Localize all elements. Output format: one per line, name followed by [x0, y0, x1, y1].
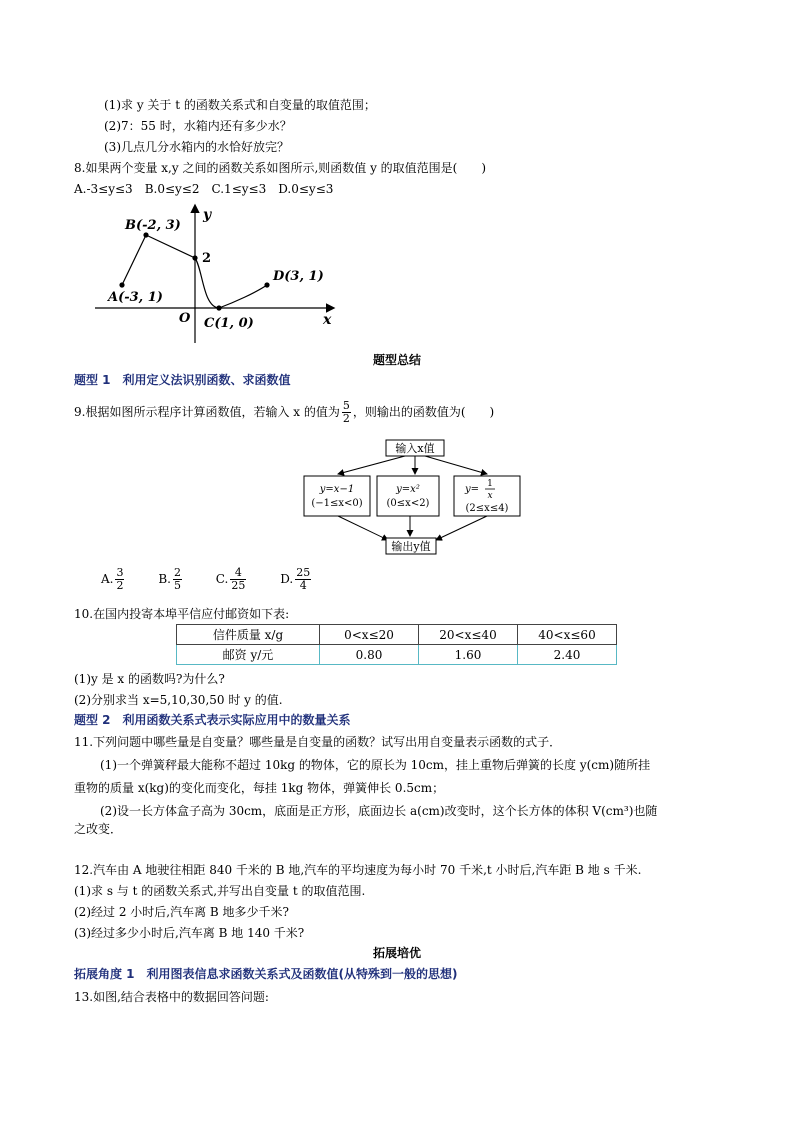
table-cell: 2.40: [518, 645, 617, 665]
table-cell: 20<x≤40: [419, 625, 518, 645]
table-cell: 40<x≤60: [518, 625, 617, 645]
extension-angle-1-title: 拓展角度 1 利用图表信息求函数关系式及函数值(从特殊到一般的思想): [74, 967, 458, 981]
flow-output-label: 输出y值: [391, 540, 431, 553]
table-cell: 1.60: [419, 645, 518, 665]
label-y-axis: y: [203, 207, 212, 223]
q7-part-1: (1)求 y 关于 t 的函数关系式和自变量的取值范围；: [104, 98, 376, 112]
svg-text:y=: y=: [464, 484, 480, 495]
label-point-C: C(1, 0): [204, 316, 254, 331]
type1-title: 题型 1 利用定义法识别函数、求函数值: [74, 373, 291, 387]
q12-part-3: (3)经过多少小时后,汽车离 B 地 140 千米?: [74, 926, 305, 940]
flow-input-label: 输入x值: [395, 442, 435, 455]
svg-text:(−1≤x<0): (−1≤x<0): [311, 498, 363, 509]
q9-option-d: D. $\frac{25}{4}$: [280, 566, 311, 592]
postage-table: [176, 624, 617, 665]
type2-title: 题型 2 利用函数关系式表示实际应用中的数量关系: [74, 713, 351, 727]
q9-option-b: B. $\frac{2}{5}$: [158, 566, 181, 592]
table-cell: 0<x≤20: [320, 625, 419, 645]
label-point-A: A(-3, 1): [108, 290, 163, 305]
point-A: [119, 282, 124, 287]
point-D: [264, 282, 269, 287]
table-cell: 信件质量 x/g: [177, 625, 320, 645]
q9-stem: [74, 398, 494, 426]
svg-text:(2≤x≤4): (2≤x≤4): [465, 503, 509, 514]
q11-part-1-line-2: 重物的质量 x(kg)的变化而变化，每挂 1kg 物体，弹簧伸长 0.5cm；: [74, 781, 445, 795]
q13-stem: 13.如图,结合表格中的数据回答问题:: [74, 990, 269, 1004]
label-point-B: B(-2, 3): [125, 218, 181, 233]
q8-stem: 8.如果两个变量 x,y 之间的函数关系如图所示,则函数值 y 的取值范围是( ): [74, 161, 487, 175]
q9-stem-before: 9.根据如图所示程序计算函数值，若输入 x 的值为: [74, 405, 340, 419]
q11-part-1-line-1: (1)一个弹簧秤最大能称不超过 10kg 的物体，它的原长为 10cm，挂上重物后弹簧的长度 y(cm)随所挂: [100, 758, 651, 772]
q8-function-graph: [95, 198, 355, 348]
q11-part-2-line-2: 之改变．: [74, 822, 123, 836]
table-cell: 0.80: [320, 645, 419, 665]
point-y2: [192, 255, 197, 260]
svg-text:x: x: [487, 491, 493, 501]
point-B: [143, 232, 148, 237]
table-row: [177, 645, 617, 665]
q9-options: [101, 567, 341, 592]
q10-part-2: (2)分别求当 x=5,10,30,50 时 y 的值.: [74, 693, 283, 707]
q11-part-2-line-1: (2)设一长方体盒子高为 30cm，底面是正方形，底面边长 a(cm)改变时，这个长方体的体积 V(cm³)也随: [100, 804, 658, 818]
graph-curve-CD: [219, 285, 267, 308]
q7-part-2: (2)7：55 时，水箱内还有多少水？: [104, 119, 292, 133]
label-origin: O: [179, 311, 191, 326]
q12-part-1: (1)求 s 与 t 的函数关系式,并写出自变量 t 的取值范围.: [74, 884, 366, 898]
q11-stem: 11.下列问题中哪些量是自变量？哪些量是自变量的函数？试写出用自变量表示函数的式子．: [74, 735, 562, 749]
point-C: [216, 305, 221, 310]
label-point-D: D(3, 1): [273, 269, 324, 284]
q12-stem: 12.汽车由 A 地驶往相距 840 千米的 B 地,汽车的平均速度为每小时 70 千米,t 小时后,汽车距 B 地 s 千米.: [74, 863, 642, 877]
graph-segment-AB: [122, 235, 195, 285]
q8-options: A.-3≤y≤3 B.0≤y≤2 C.1≤y≤3 D.0≤y≤3: [74, 182, 334, 196]
flow-box-2: [377, 476, 439, 516]
table-row: [177, 625, 617, 645]
q12-part-2: (2)经过 2 小时后,汽车离 B 地多少千米?: [74, 905, 289, 919]
q7-part-3: (3)几点几分水箱内的水恰好放完？: [104, 140, 289, 154]
svg-text:y=x−1: y=x−1: [319, 484, 355, 495]
q10-part-1: (1)y 是 x 的函数吗?为什么?: [74, 672, 225, 686]
svg-text:(0≤x<2): (0≤x<2): [386, 498, 430, 509]
svg-text:1: 1: [487, 479, 493, 489]
svg-text:y=x²: y=x²: [396, 484, 420, 495]
label-y-tick-2: 2: [202, 251, 212, 266]
flow-box-1: [304, 476, 370, 516]
q9-option-a: A. $\frac{3}{2}$: [101, 566, 124, 592]
extension-title: 拓展培优: [372, 946, 421, 960]
q9-option-c: C. $\frac{4}{25}$: [215, 566, 246, 592]
summary-title: 题型总结: [372, 353, 421, 367]
q9-input-fraction: $\frac{5}{2}$: [342, 399, 350, 425]
table-cell: 邮资 y/元: [177, 645, 320, 665]
label-x-axis: x: [323, 312, 332, 328]
q9-flowchart: [300, 436, 560, 561]
q10-stem: 10.在国内投寄本埠平信应付邮资如下表:: [74, 607, 290, 621]
q9-stem-after: ，则输出的函数值为( ): [352, 405, 495, 419]
